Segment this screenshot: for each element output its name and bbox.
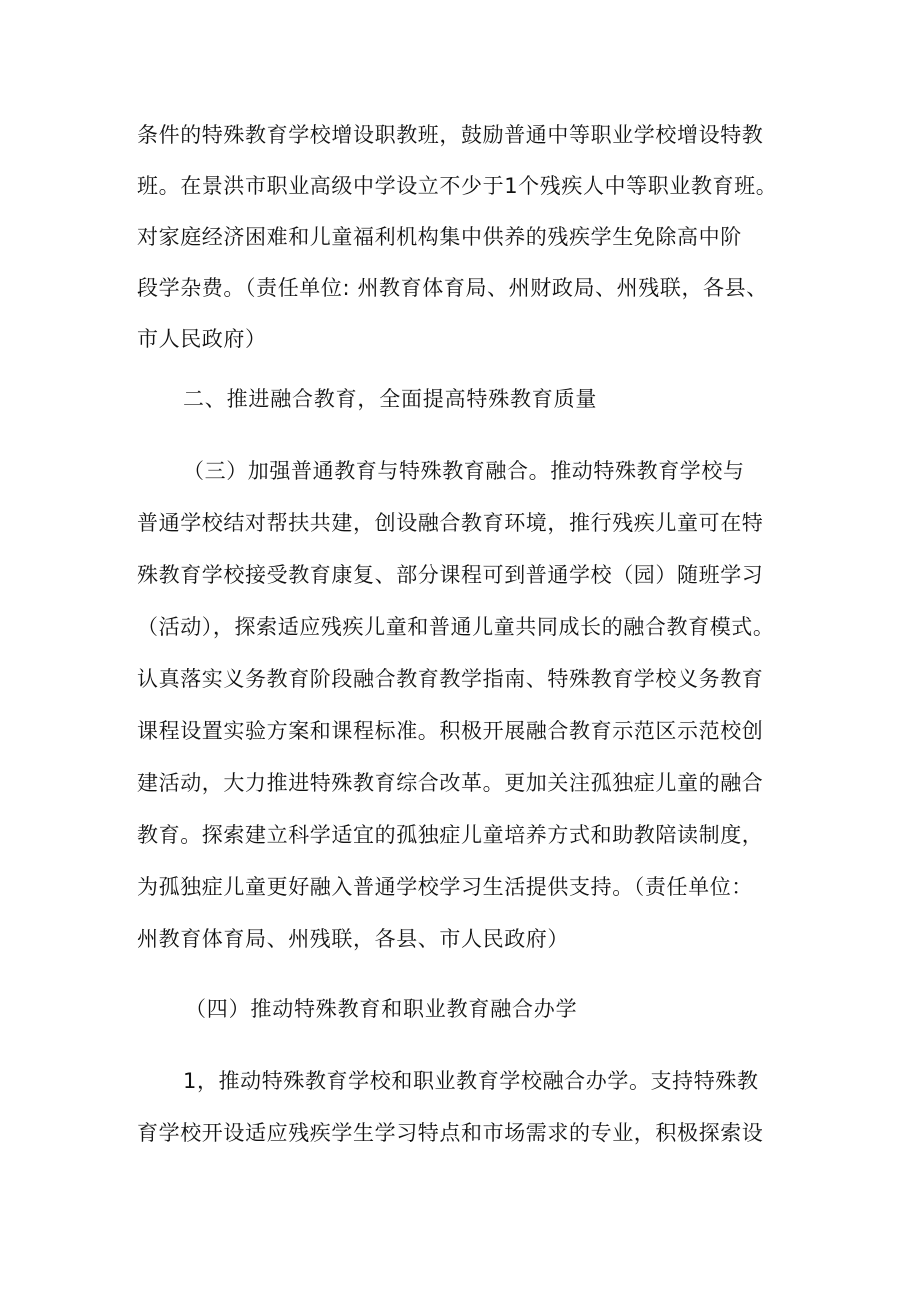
paragraph-line: 班。在景洪市职业高级中学设立不少于1个残疾人中等职业教育班。 — [137, 174, 778, 198]
paragraph-line: 教育。探索建立科学适宜的孤独症儿童培养方式和助教陪读制度， — [137, 823, 764, 847]
paragraph-line: 殊教育学校接受教育康复、部分课程可到普通学校（园）随班学习 — [137, 563, 764, 587]
paragraph-line: 课程设置实验方案和课程标准。积极开展融合教育示范区示范校创 — [137, 719, 764, 743]
paragraph-line: 段学杂费。（责任单位: 州教育体育局、州财政局、州残联，各县、 — [137, 276, 768, 300]
paragraph-line: 育学校开设适应残疾学生学习特点和市场需求的专业，积极探索设 — [137, 1121, 764, 1145]
paragraph-line: 条件的特殊教育学校增设职教班，鼓励普通中等职业学校增设特教 — [137, 123, 764, 147]
paragraph-line: 建活动，大力推进特殊教育综合改革。更加关注孤独症儿童的融合 — [137, 771, 764, 795]
section-heading: 二、推进融合教育，全面提高特殊教育质量 — [183, 387, 598, 411]
paragraph-line: 普通学校结对帮扶共建，创设融合教育环境，推行残疾儿童可在特 — [137, 511, 764, 535]
paragraph-line: 1，推动特殊教育学校和职业教育学校融合办学。支持特殊教 — [183, 1069, 759, 1093]
paragraph-line: 市人民政府） — [137, 327, 267, 351]
paragraph-line: 认真落实义务教育阶段融合教育教学指南、特殊教育学校义务教育 — [137, 667, 764, 691]
paragraph-line: 为孤独症儿童更好融入普通学校学习生活提供支持。（责任单位： — [137, 875, 753, 899]
section-heading: （四）推动特殊教育和职业教育融合办学 — [185, 997, 578, 1021]
paragraph-line: （活动），探索适应残疾儿童和普通儿童共同成长的融合教育模式。 — [137, 615, 775, 639]
paragraph-line: （三）加强普通教育与特殊教育融合。推动特殊教育学校与 — [183, 459, 745, 483]
paragraph-line: 州教育体育局、州残联，各县、市人民政府） — [137, 927, 569, 951]
paragraph-line: 对家庭经济困难和儿童福利机构集中供养的残疾学生免除高中阶 — [137, 225, 742, 249]
